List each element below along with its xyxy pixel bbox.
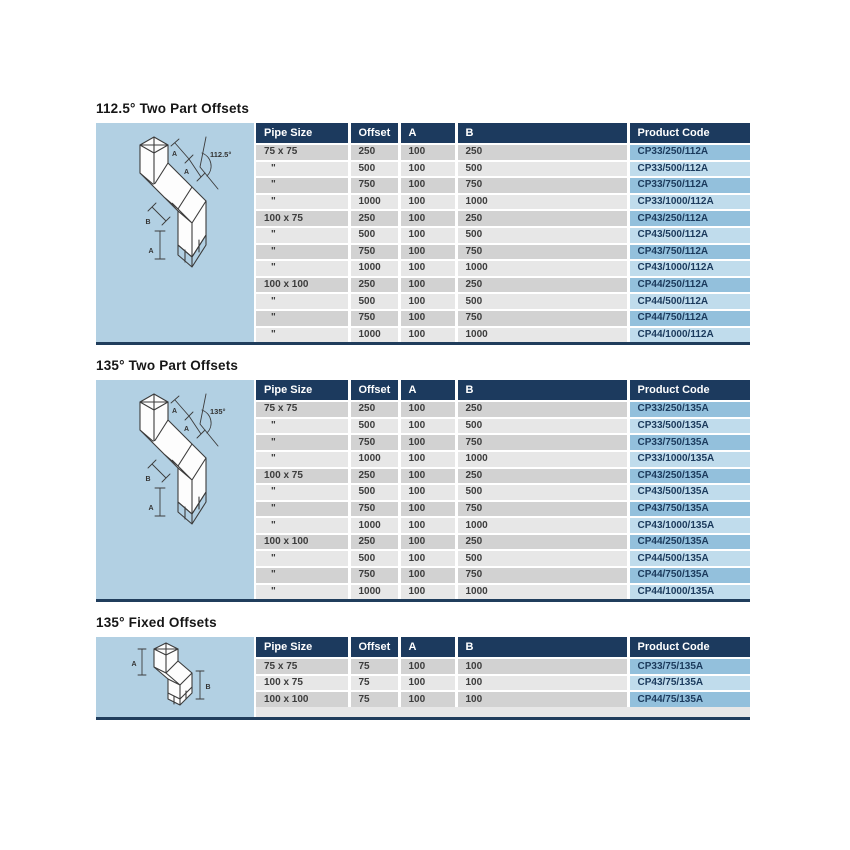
table-row — [256, 501, 750, 518]
spec-cell: 100 x 100 — [256, 534, 349, 551]
spec-cell: 100 — [399, 451, 456, 468]
spec-cell: 250 — [349, 534, 399, 551]
spec-cell: 750 — [456, 177, 628, 194]
table-filler-strip — [256, 707, 750, 717]
col-header-offset: Offset — [349, 123, 399, 144]
spec-cell: " — [256, 310, 349, 327]
spec-cell: " — [256, 177, 349, 194]
angle-label: 135° — [210, 407, 226, 417]
product-code-cell: CP33/500/112A — [628, 161, 750, 178]
dim-label-a1: A — [171, 151, 177, 158]
spec-cell: 100 — [456, 658, 628, 675]
fixed-offset-diagram — [96, 637, 254, 717]
spec-cell: 500 — [349, 550, 399, 567]
product-code-cell: CP33/500/135A — [628, 418, 750, 435]
spec-cell: 100 — [399, 534, 456, 551]
spec-cell: 100 x 75 — [256, 675, 349, 692]
product-code-cell: CP44/1000/135A — [628, 584, 750, 600]
dim-label-a2: A — [183, 426, 189, 434]
spec-cell: 100 — [399, 144, 456, 161]
spec-cell: " — [256, 161, 349, 178]
table-row — [256, 227, 750, 244]
spec-cell: 1000 — [456, 327, 628, 343]
table-header-row — [256, 637, 750, 658]
spec-cell: 500 — [456, 293, 628, 310]
spec-cell: 100 — [399, 691, 456, 707]
table-header-row — [256, 123, 750, 144]
spec-cell: " — [256, 451, 349, 468]
table-row — [256, 584, 750, 600]
table-row — [256, 210, 750, 227]
col-header-pipe-size: Pipe Size — [256, 637, 349, 658]
spec-cell: 1000 — [456, 451, 628, 468]
spec-cell: 1000 — [456, 517, 628, 534]
spec-cell: " — [256, 434, 349, 451]
spec-cell: 500 — [456, 161, 628, 178]
spec-cell: 100 — [399, 293, 456, 310]
table-row — [256, 418, 750, 435]
table-row — [256, 691, 750, 707]
col-header-pipe-size: Pipe Size — [256, 123, 349, 144]
spec-cell: " — [256, 418, 349, 435]
spec-cell: 75 — [349, 658, 399, 675]
col-header-product-code: Product Code — [628, 123, 750, 144]
table-row — [256, 260, 750, 277]
spec-cell: 750 — [456, 501, 628, 518]
dim-label-a3: A — [148, 505, 154, 513]
offset-table-wrap — [96, 637, 750, 720]
angle-label: 112.5° — [210, 150, 232, 159]
spec-cell: 100 — [399, 194, 456, 211]
table-row — [256, 327, 750, 343]
spec-cell: 100 x 100 — [256, 691, 349, 707]
table-row — [256, 675, 750, 692]
dim-label-a: A — [131, 661, 137, 669]
table-row — [256, 277, 750, 294]
dim-label-a1: A — [171, 408, 177, 416]
spec-cell: " — [256, 550, 349, 567]
product-code-cell: CP44/250/135A — [628, 534, 750, 551]
spec-cell: 1000 — [456, 194, 628, 211]
offset-table-wrap — [96, 123, 750, 345]
product-code-cell: CP33/1000/112A — [628, 194, 750, 211]
table-row — [256, 468, 750, 485]
catalog-page — [96, 101, 750, 733]
spec-cell: 100 — [399, 584, 456, 600]
spec-cell: 100 — [399, 227, 456, 244]
spec-cell: 100 — [399, 418, 456, 435]
section-112-5-two-part-offsets — [96, 101, 750, 345]
table-row — [256, 194, 750, 211]
table-row — [256, 434, 750, 451]
spec-cell: 750 — [349, 177, 399, 194]
product-code-cell: CP44/500/135A — [628, 550, 750, 567]
product-code-cell: CP44/750/135A — [628, 567, 750, 584]
table-row — [256, 177, 750, 194]
col-header-b: B — [456, 380, 628, 401]
product-code-cell: CP33/750/112A — [628, 177, 750, 194]
spec-cell: 500 — [349, 293, 399, 310]
spec-cell: 100 — [399, 468, 456, 485]
table-row — [256, 244, 750, 261]
table-row — [256, 144, 750, 161]
spec-cell: " — [256, 484, 349, 501]
col-header-offset: Offset — [349, 637, 399, 658]
spec-cell: 100 — [399, 260, 456, 277]
product-code-cell: CP44/1000/112A — [628, 327, 750, 343]
spec-table — [256, 123, 750, 342]
col-header-pipe-size: Pipe Size — [256, 380, 349, 401]
spec-cell: 100 — [399, 161, 456, 178]
spec-cell: 100 — [399, 401, 456, 418]
two-part-offset-diagram — [96, 123, 254, 330]
spec-cell: " — [256, 194, 349, 211]
diagram-panel — [96, 123, 254, 342]
spec-cell: 750 — [349, 501, 399, 518]
spec-cell: 100 — [456, 675, 628, 692]
col-header-offset: Offset — [349, 380, 399, 401]
product-code-cell: CP43/500/135A — [628, 484, 750, 501]
product-code-cell: CP44/75/135A — [628, 691, 750, 707]
spec-cell: 100 — [399, 484, 456, 501]
table-row — [256, 567, 750, 584]
spec-cell: " — [256, 244, 349, 261]
spec-cell: 750 — [349, 567, 399, 584]
spec-cell: 100 — [399, 658, 456, 675]
product-code-cell: CP33/250/112A — [628, 144, 750, 161]
spec-cell: 1000 — [349, 584, 399, 600]
spec-cell: " — [256, 260, 349, 277]
spec-cell: 75 — [349, 691, 399, 707]
spec-cell: 75 x 75 — [256, 658, 349, 675]
spec-cell: 100 — [399, 177, 456, 194]
spec-cell: 250 — [349, 144, 399, 161]
spec-cell: 250 — [349, 277, 399, 294]
spec-cell: 100 x 100 — [256, 277, 349, 294]
spec-cell: 100 — [399, 327, 456, 343]
diagram-panel — [96, 637, 254, 717]
spec-cell: 750 — [456, 310, 628, 327]
section-title: 135° Two Part Offsets — [96, 358, 239, 374]
spec-cell: 500 — [349, 484, 399, 501]
spec-cell: 100 x 75 — [256, 468, 349, 485]
spec-cell: 100 — [399, 501, 456, 518]
spec-cell: 250 — [456, 277, 628, 294]
spec-cell: 250 — [456, 210, 628, 227]
spec-cell: 1000 — [456, 260, 628, 277]
product-code-cell: CP33/1000/135A — [628, 451, 750, 468]
table-column — [256, 380, 750, 599]
col-header-product-code: Product Code — [628, 380, 750, 401]
col-header-b: B — [456, 123, 628, 144]
svg-text:B: B — [145, 219, 151, 226]
section-title: 135° Fixed Offsets — [96, 615, 217, 631]
spec-cell: 1000 — [349, 327, 399, 343]
col-header-product-code: Product Code — [628, 637, 750, 658]
spec-cell: 500 — [349, 418, 399, 435]
two-part-offset-diagram — [96, 380, 254, 587]
table-row — [256, 484, 750, 501]
spec-cell: 750 — [456, 567, 628, 584]
product-code-cell: CP43/1000/135A — [628, 517, 750, 534]
spec-cell: 1000 — [349, 517, 399, 534]
spec-cell: " — [256, 584, 349, 600]
spec-cell: 75 — [349, 675, 399, 692]
table-row — [256, 293, 750, 310]
spec-cell: 100 — [399, 567, 456, 584]
product-code-cell: CP43/75/135A — [628, 675, 750, 692]
table-row — [256, 401, 750, 418]
spec-cell: 1000 — [349, 260, 399, 277]
dim-label-b: B — [145, 476, 151, 484]
spec-cell: 100 — [399, 244, 456, 261]
spec-cell: 750 — [349, 244, 399, 261]
product-code-cell: CP43/250/112A — [628, 210, 750, 227]
product-code-cell: CP33/250/135A — [628, 401, 750, 418]
spec-cell: 1000 — [349, 451, 399, 468]
spec-cell: 1000 — [349, 194, 399, 211]
table-row — [256, 550, 750, 567]
spec-cell: 750 — [349, 310, 399, 327]
spec-cell: 75 x 75 — [256, 401, 349, 418]
spec-cell: 100 — [399, 517, 456, 534]
product-code-cell: CP44/250/112A — [628, 277, 750, 294]
col-header-b: B — [456, 637, 628, 658]
product-code-cell: CP43/750/112A — [628, 244, 750, 261]
spec-cell: 500 — [456, 227, 628, 244]
product-code-cell: CP43/500/112A — [628, 227, 750, 244]
spec-cell: 500 — [456, 484, 628, 501]
spec-cell: 100 — [399, 434, 456, 451]
spec-cell: 100 — [399, 210, 456, 227]
product-code-cell: CP43/1000/112A — [628, 260, 750, 277]
product-code-cell: CP43/750/135A — [628, 501, 750, 518]
col-header-a: A — [399, 380, 456, 401]
spec-cell: 100 x 75 — [256, 210, 349, 227]
table-row — [256, 534, 750, 551]
spec-cell: 1000 — [456, 584, 628, 600]
spec-cell: 250 — [349, 401, 399, 418]
spec-cell: " — [256, 293, 349, 310]
spec-table — [256, 380, 750, 599]
spec-cell: 250 — [456, 144, 628, 161]
spec-cell: 250 — [349, 468, 399, 485]
table-row — [256, 161, 750, 178]
diagram-panel — [96, 380, 254, 599]
product-code-cell: CP44/500/112A — [628, 293, 750, 310]
table-header-row — [256, 380, 750, 401]
table-row — [256, 310, 750, 327]
section-title: 112.5° Two Part Offsets — [96, 101, 250, 116]
spec-cell: 750 — [349, 434, 399, 451]
spec-cell: 750 — [456, 434, 628, 451]
spec-cell: 100 — [399, 550, 456, 567]
spec-cell: 100 — [456, 691, 628, 707]
table-column — [256, 123, 750, 342]
spec-cell: 250 — [456, 401, 628, 418]
spec-cell: 500 — [349, 161, 399, 178]
spec-cell: 250 — [456, 534, 628, 551]
spec-cell: 100 — [399, 310, 456, 327]
spec-cell: 250 — [456, 468, 628, 485]
spec-cell: " — [256, 327, 349, 343]
spec-cell: 500 — [456, 418, 628, 435]
col-header-a: A — [399, 637, 456, 658]
product-code-cell: CP33/750/135A — [628, 434, 750, 451]
table-row — [256, 451, 750, 468]
product-code-cell: CP43/250/135A — [628, 468, 750, 485]
section-135-fixed-offsets — [96, 615, 750, 720]
spec-cell: 500 — [349, 227, 399, 244]
offset-table-wrap — [96, 380, 750, 602]
section-135-two-part-offsets — [96, 358, 750, 602]
spec-cell: " — [256, 227, 349, 244]
dim-label-b: B — [205, 684, 211, 692]
table-row — [256, 517, 750, 534]
spec-cell: 100 — [399, 675, 456, 692]
spec-cell: 100 — [399, 277, 456, 294]
col-header-a: A — [399, 123, 456, 144]
dim-label-a3: A — [148, 248, 154, 255]
product-code-cell: CP33/75/135A — [628, 658, 750, 675]
spec-cell: 75 x 75 — [256, 144, 349, 161]
spec-table — [256, 637, 750, 707]
spec-cell: 750 — [456, 244, 628, 261]
spec-cell: " — [256, 567, 349, 584]
table-row — [256, 658, 750, 675]
spec-cell: 250 — [349, 210, 399, 227]
table-column — [256, 637, 750, 717]
spec-cell: " — [256, 517, 349, 534]
spec-cell: " — [256, 501, 349, 518]
product-code-cell: CP44/750/112A — [628, 310, 750, 327]
dim-label-a2: A — [183, 169, 189, 176]
spec-cell: 500 — [456, 550, 628, 567]
